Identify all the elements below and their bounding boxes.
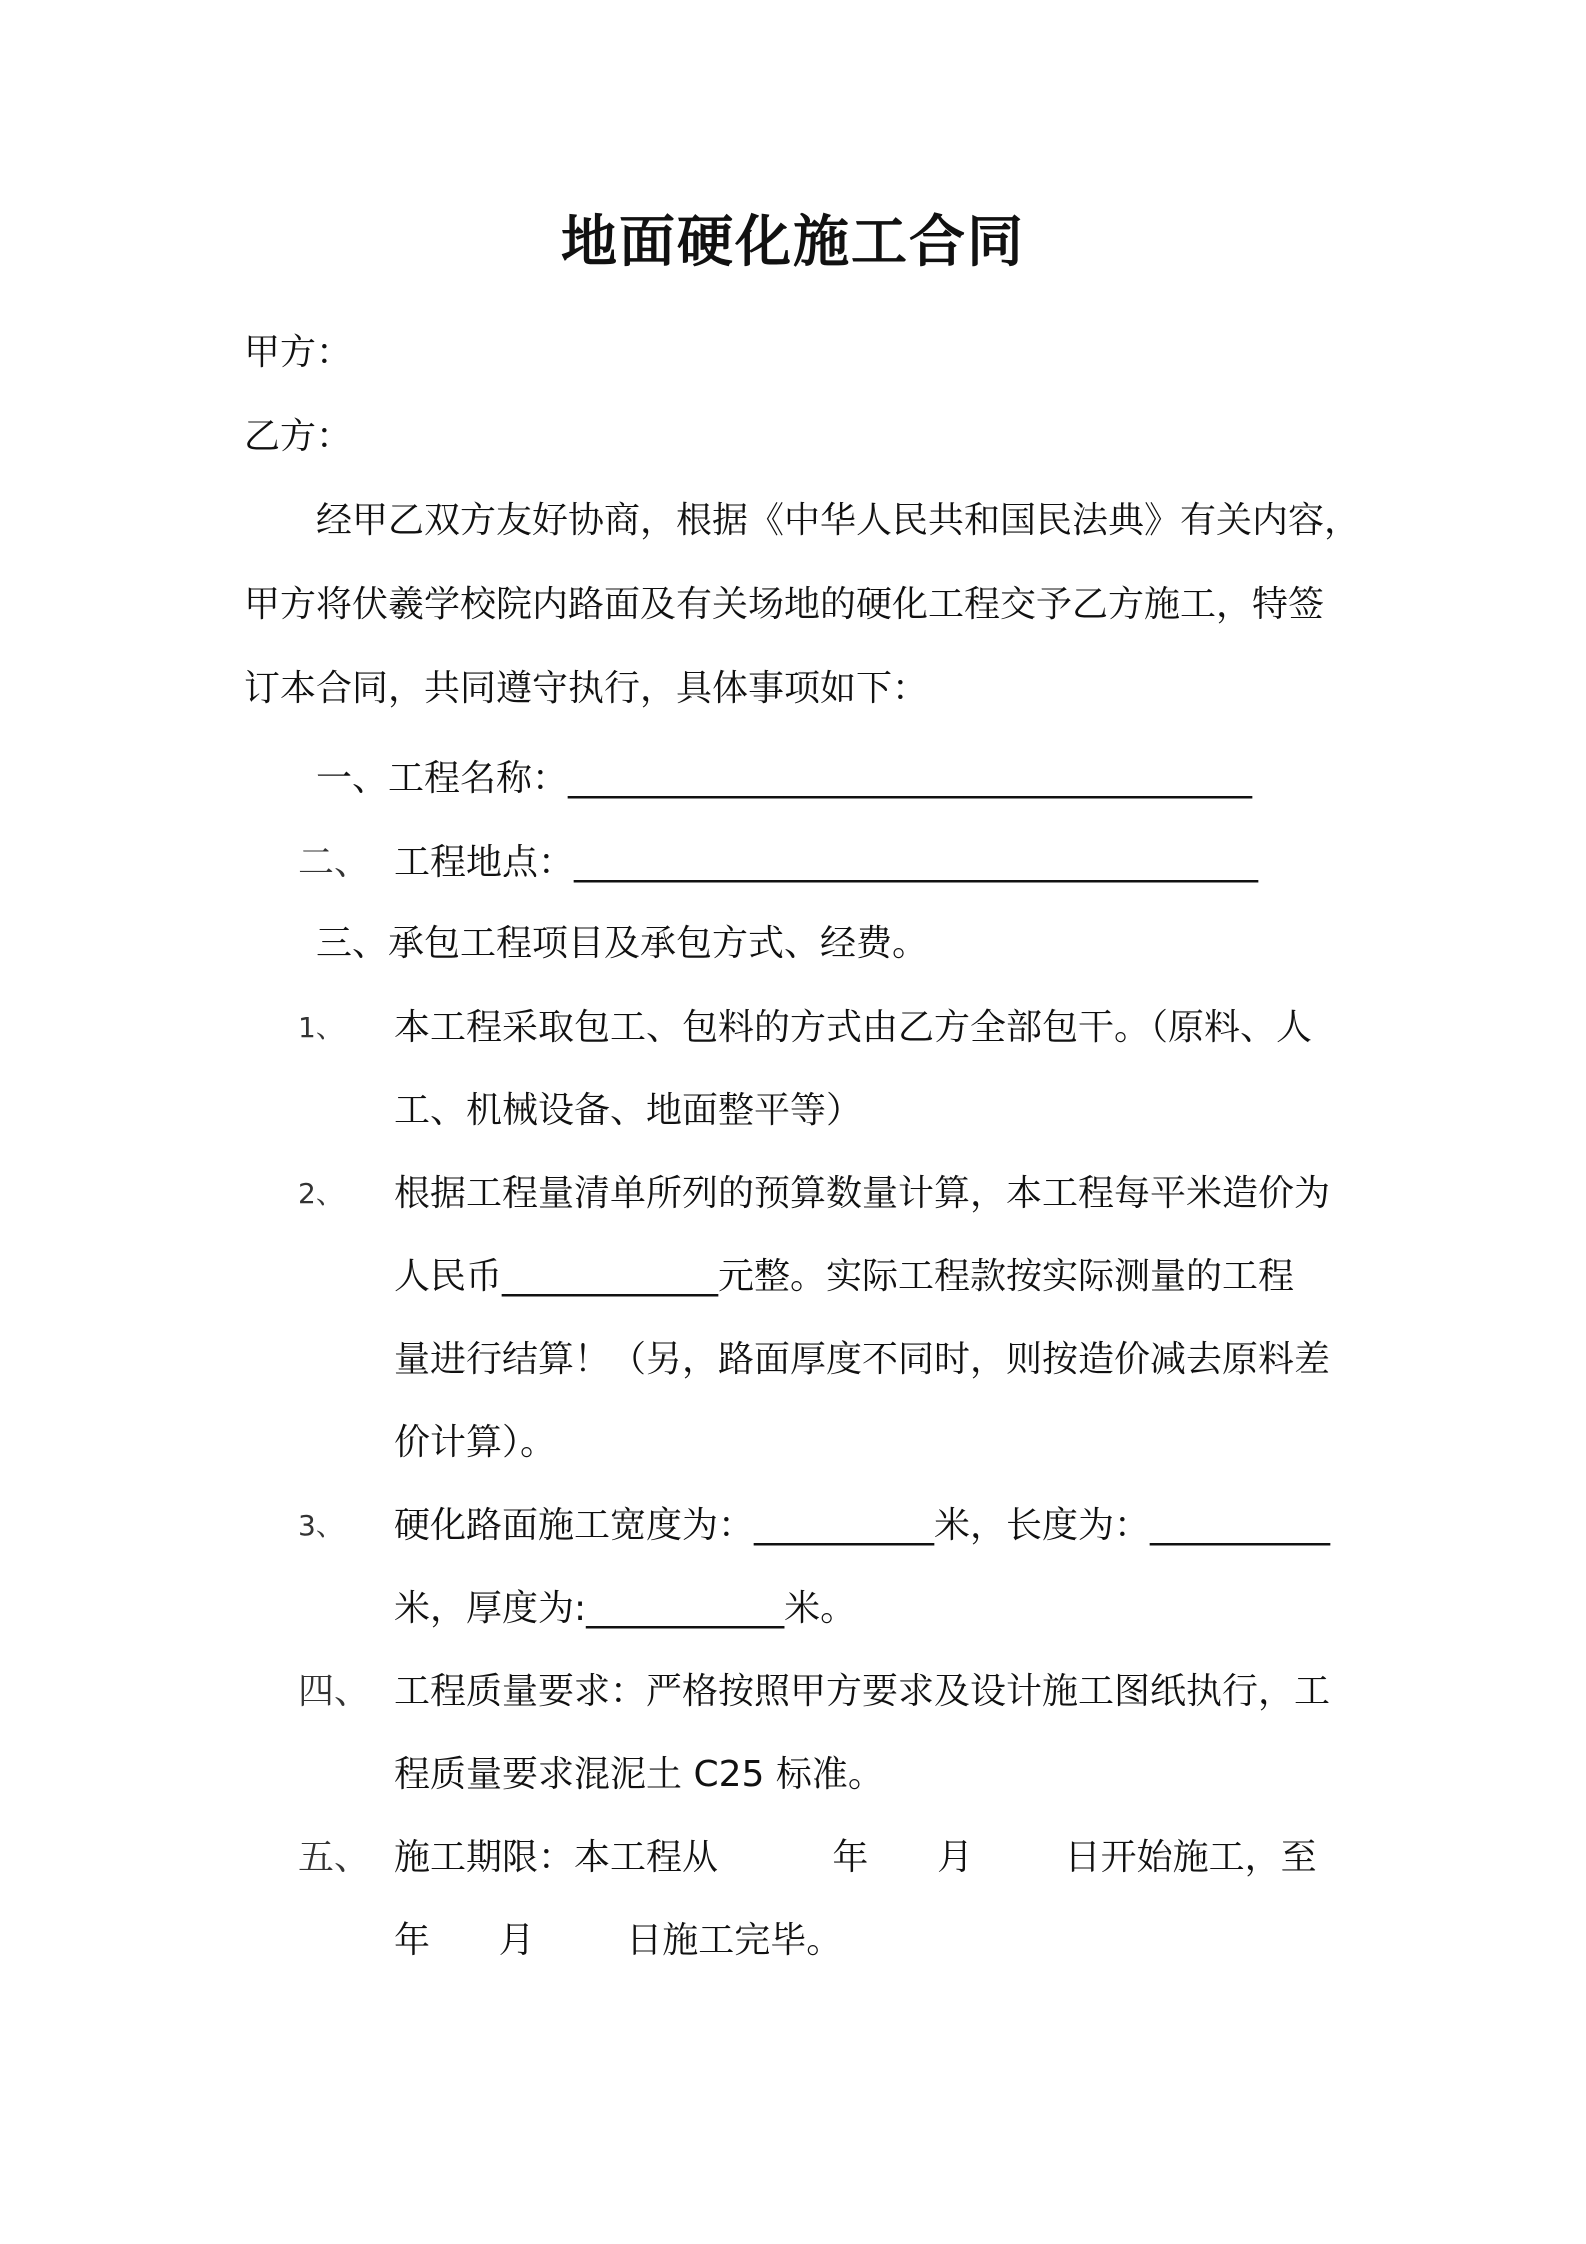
section-5-marker: 五、 — [298, 1837, 371, 1878]
section-2-marker: 二、 — [298, 842, 371, 883]
party-a-label: 甲方： — [244, 332, 353, 373]
item-2-line-3: 量进行结算！（另，路面厚度不同时，则按造价减去原料差 — [394, 1339, 1331, 1380]
item-3-line-1: 硬化路面施工宽度为：__________米，长度为：__________ — [394, 1505, 1331, 1546]
section-4-line-2: 程质量要求混泥土 C25 标准。 — [394, 1754, 884, 1795]
item-1-line-2: 工、机械设备、地面整平等） — [394, 1090, 863, 1131]
item-3-line-2: 米，厚度为:___________米。 — [394, 1588, 857, 1629]
section-4-line-1: 工程质量要求：严格按照甲方要求及设计施工图纸执行，工 — [394, 1671, 1331, 1712]
item-2-marker: 2、 — [298, 1177, 344, 1210]
section-5-line-1: 施工期限：本工程从 年 月 日开始施工，至 — [394, 1837, 1317, 1878]
preamble-line-2: 甲方将伏羲学校院内路面及有关场地的硬化工程交予乙方施工，特签 — [244, 584, 1325, 625]
item-1-marker: 1、 — [298, 1011, 344, 1044]
item-3-marker: 3、 — [298, 1509, 344, 1542]
section-5-line-2: 年 月 日施工完毕。 — [394, 1920, 843, 1961]
item-2-line-2: 人民币____________元整。实际工程款按实际测量的工程 — [394, 1256, 1295, 1297]
preamble-line-3: 订本合同，共同遵守执行，具体事项如下： — [244, 668, 929, 709]
item-2-line-4: 价计算）。 — [394, 1422, 557, 1463]
section-project-name: 一、工程名称：______________________________________ — [316, 758, 1253, 799]
section-4-marker: 四、 — [298, 1671, 371, 1712]
section-contract-scope: 三、承包工程项目及承包方式、经费。 — [316, 923, 929, 964]
document-title: 地面硬化施工合同 — [561, 210, 1025, 275]
item-2-line-1: 根据工程量清单所列的预算数量计算，本工程每平米造价为 — [394, 1173, 1331, 1214]
item-1-line-1: 本工程采取包工、包料的方式由乙方全部包干。（原料、人 — [394, 1007, 1313, 1048]
preamble-line-1: 经甲乙双方友好协商，根据《中华人民共和国民法典》有关内容， — [316, 500, 1361, 541]
section-project-location: 工程地点：______________________________________ — [394, 842, 1259, 883]
party-b-label: 乙方： — [244, 416, 353, 457]
